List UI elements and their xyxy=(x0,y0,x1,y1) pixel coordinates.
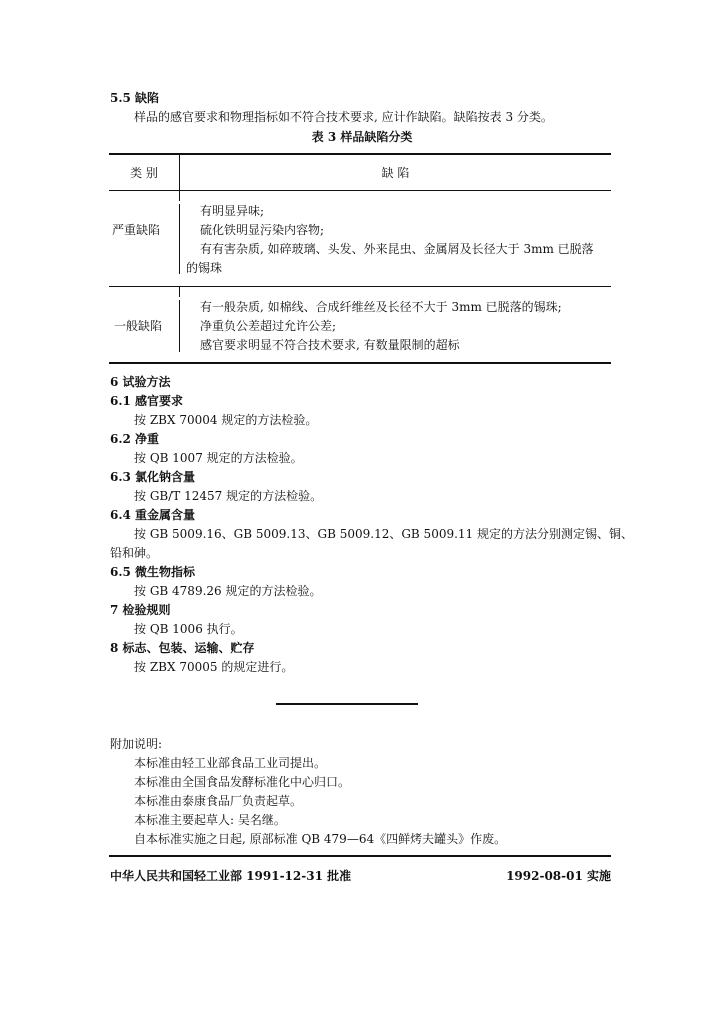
section-heading: 6.5 微生物指标 xyxy=(110,565,196,579)
table-bottom-rule xyxy=(109,362,611,364)
section-body: 按 GB/T 12457 规定的方法检验。 xyxy=(134,489,323,503)
section-heading: 6.4 重金属含量 xyxy=(110,508,196,522)
section-heading: 6.1 感官要求 xyxy=(110,394,184,408)
notes-title: 附加说明: xyxy=(110,737,163,751)
table-header-defect: 缺 陷 xyxy=(381,166,410,180)
defect-line: 有有害杂质, 如碎玻璃、头发、外来昆虫、金属屑及长径大于 3mm 已脱落 xyxy=(200,242,594,256)
table-column-divider xyxy=(179,300,180,352)
footer-rule xyxy=(109,855,611,857)
section-5-5-text: 样品的感官要求和物理指标如不符合技术要求, 应计作缺陷。缺陷按表 3 分类。 xyxy=(134,110,553,124)
section-heading: 7 检验规则 xyxy=(110,603,171,617)
table-header-category: 类 别 xyxy=(130,166,158,180)
section-heading: 6.3 氯化钠含量 xyxy=(110,470,196,484)
general-defect-label: 一般缺陷 xyxy=(114,319,163,333)
defect-line: 硫化铁明显污染内容物; xyxy=(200,223,325,237)
severe-defect-label: 严重缺陷 xyxy=(112,223,161,237)
defect-line: 净重负公差超过允许公差; xyxy=(200,319,337,333)
note-line: 本标准主要起草人: 吴名继。 xyxy=(134,813,286,827)
table-row-rule xyxy=(109,286,611,287)
section-body: 按 GB 5009.16、GB 5009.13、GB 5009.12、GB 5009.11 规定的方法分别测定锡、铜、 xyxy=(134,527,633,541)
section-heading: 8 标志、包装、运输、贮存 xyxy=(110,641,255,655)
table-column-divider xyxy=(179,204,180,274)
section-body: 按 ZBX 70004 规定的方法检验。 xyxy=(134,413,318,427)
end-rule xyxy=(276,703,418,705)
defect-line: 有一般杂质, 如棉线、合成纤维丝及长径不大于 3mm 已脱落的锡珠; xyxy=(200,300,562,314)
section-body: 按 ZBX 70005 的规定进行。 xyxy=(134,660,294,674)
section-body: 按 QB 1007 规定的方法检验。 xyxy=(134,451,303,465)
column-tick xyxy=(179,191,180,201)
note-line: 自本标准实施之日起, 原部标准 QB 479—64《四鲜烤夫罐头》作废。 xyxy=(134,832,507,846)
section-5-5-heading: 5.5 缺陷 xyxy=(110,91,160,105)
section-body: 按 QB 1006 执行。 xyxy=(134,622,243,636)
section-heading: 6 试验方法 xyxy=(110,375,171,389)
table-3-caption: 表 3 样品缺陷分类 xyxy=(311,130,413,144)
note-line: 本标准由全国食品发酵标准化中心归口。 xyxy=(134,775,351,789)
defect-line: 的锡珠 xyxy=(186,261,223,275)
note-line: 本标准由泰康食品厂负责起草。 xyxy=(134,794,303,808)
effective-date: 1992-08-01 实施 xyxy=(506,869,611,883)
note-line: 本标准由轻工业部食品工业司提出。 xyxy=(134,756,327,770)
table-header-rule xyxy=(109,190,611,191)
section-body: 按 GB 4789.26 规定的方法检验。 xyxy=(134,584,322,598)
section-body: 铅和砷。 xyxy=(110,546,159,560)
table-top-rule xyxy=(109,153,611,155)
defect-line: 感官要求明显不符合技术要求, 有数量限制的超标 xyxy=(200,338,460,352)
approval-date: 中华人民共和国轻工业部 1991-12-31 批准 xyxy=(110,869,352,883)
defect-line: 有明显异味; xyxy=(200,204,265,218)
section-heading: 6.2 净重 xyxy=(110,432,160,446)
column-tick xyxy=(179,287,180,297)
